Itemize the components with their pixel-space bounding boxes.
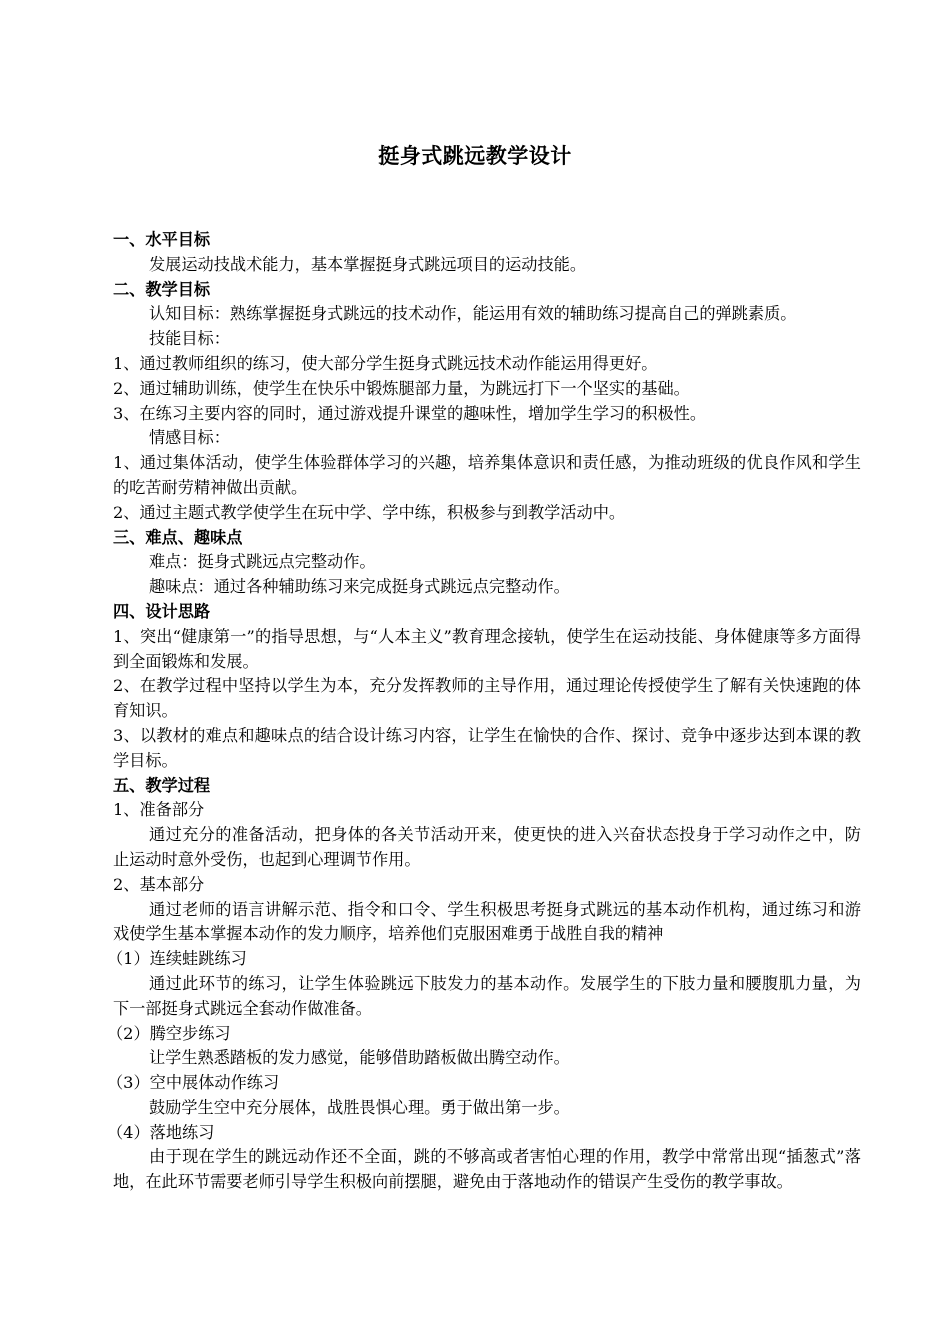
section-heading: 三、难点、趣味点 bbox=[113, 527, 243, 547]
paragraph: 通过充分的准备活动，把身体的各关节活动开来，使更快的进入兴奋状态投身于学习动作之中，防止运动时意外受伤，也起到心理调节作用。 bbox=[113, 825, 861, 869]
exercise-label: （3）空中展体动作练习 bbox=[107, 1073, 280, 1093]
list-item: 3、在练习主要内容的同时，通过游戏提升课堂的趣味性，增加学生学习的积极性。 bbox=[113, 403, 707, 423]
paragraph: 发展运动技战术能力，基本掌握挺身式跳远项目的运动技能。 bbox=[149, 254, 587, 274]
exercise-label: （4）落地练习 bbox=[107, 1122, 215, 1142]
paragraph: 通过老师的语言讲解示范、指令和口令、学生积极思考挺身式跳远的基本动作机构，通过练习和游戏使学生基本掌握本动作的发力顺序，培养他们克服困难勇于战胜自我的精神 bbox=[113, 899, 861, 944]
section-heading: 四、设计思路 bbox=[113, 601, 211, 621]
list-item: 2、通过主题式教学使学生在玩中学、学中练，积极参与到教学活动中。 bbox=[113, 502, 626, 522]
exercise-label: （1）连续蛙跳练习 bbox=[107, 949, 247, 969]
subsection-label: 2、基本部分 bbox=[113, 874, 205, 894]
paragraph: 让学生熟悉踏板的发力感觉，能够借助踏板做出腾空动作。 bbox=[149, 1048, 570, 1068]
paragraph: 由于现在学生的跳远动作还不全面，跳的不够高或者害怕心理的作用，教学中常常出现“插葱式”落地，在此环节需要老师引导学生积极向前摆腿，避免由于落地动作的错误产生受伤的教学事故。 bbox=[113, 1147, 861, 1192]
paragraph: 鼓励学生空中充分展体，战胜畏惧心理。勇于做出第一步。 bbox=[149, 1097, 570, 1117]
list-item: 3、以教材的难点和趣味点的结合设计练习内容，让学生在愉快的合作、探讨、竞争中逐步达到本课的教学目标。 bbox=[113, 725, 861, 770]
section-heading: 一、水平目标 bbox=[113, 230, 211, 249]
subsection-label: 1、准备部分 bbox=[113, 800, 205, 820]
paragraph: 难点：挺身式跳远点完整动作。 bbox=[149, 552, 376, 572]
paragraph: 趣味点：通过各种辅助练习来完成挺身式跳远点完整动作。 bbox=[149, 577, 570, 597]
exercise-label: （2）腾空步练习 bbox=[107, 1023, 231, 1043]
list-item: 2、在教学过程中坚持以学生为本，充分发挥教师的主导作用，通过理论传授使学生了解有关快速跑的体育知识。 bbox=[113, 676, 861, 721]
list-item: 1、通过教师组织的练习，使大部分学生挺身式跳远技术动作能运用得更好。 bbox=[113, 353, 658, 373]
document-body bbox=[107, 228, 861, 1195]
section-heading: 五、教学过程 bbox=[113, 775, 211, 795]
paragraph: 认知目标：熟练掌握挺身式跳远的技术动作，能运用有效的辅助练习提高自己的弹跳素质。 bbox=[149, 304, 797, 324]
list-item: 2、通过辅助训练，使学生在快乐中锻炼腿部力量，为跳远打下一个坚实的基础。 bbox=[113, 378, 690, 398]
paragraph: 通过此环节的练习，让学生体验跳远下肢发力的基本动作。发展学生的下肢力量和腰腹肌力量，为下一部挺身式跳远全套动作做准备。 bbox=[113, 973, 861, 1018]
list-item: 1、突出“健康第一”的指导思想，与“人本主义”教育理念接轨，使学生在运动技能、身体健康等多方面得到全面锻炼和发展。 bbox=[113, 626, 861, 671]
document-title: 挺身式跳远教学设计 bbox=[378, 144, 572, 168]
paragraph: 技能目标： bbox=[149, 329, 230, 349]
section-heading: 二、教学目标 bbox=[113, 279, 211, 299]
paragraph: 情感目标： bbox=[149, 428, 230, 448]
list-item: 1、通过集体活动，使学生体验群体学习的兴趣，培养集体意识和责任感，为推动班级的优良作风和学生的吃苦耐劳精神做出贡献。 bbox=[113, 453, 861, 497]
